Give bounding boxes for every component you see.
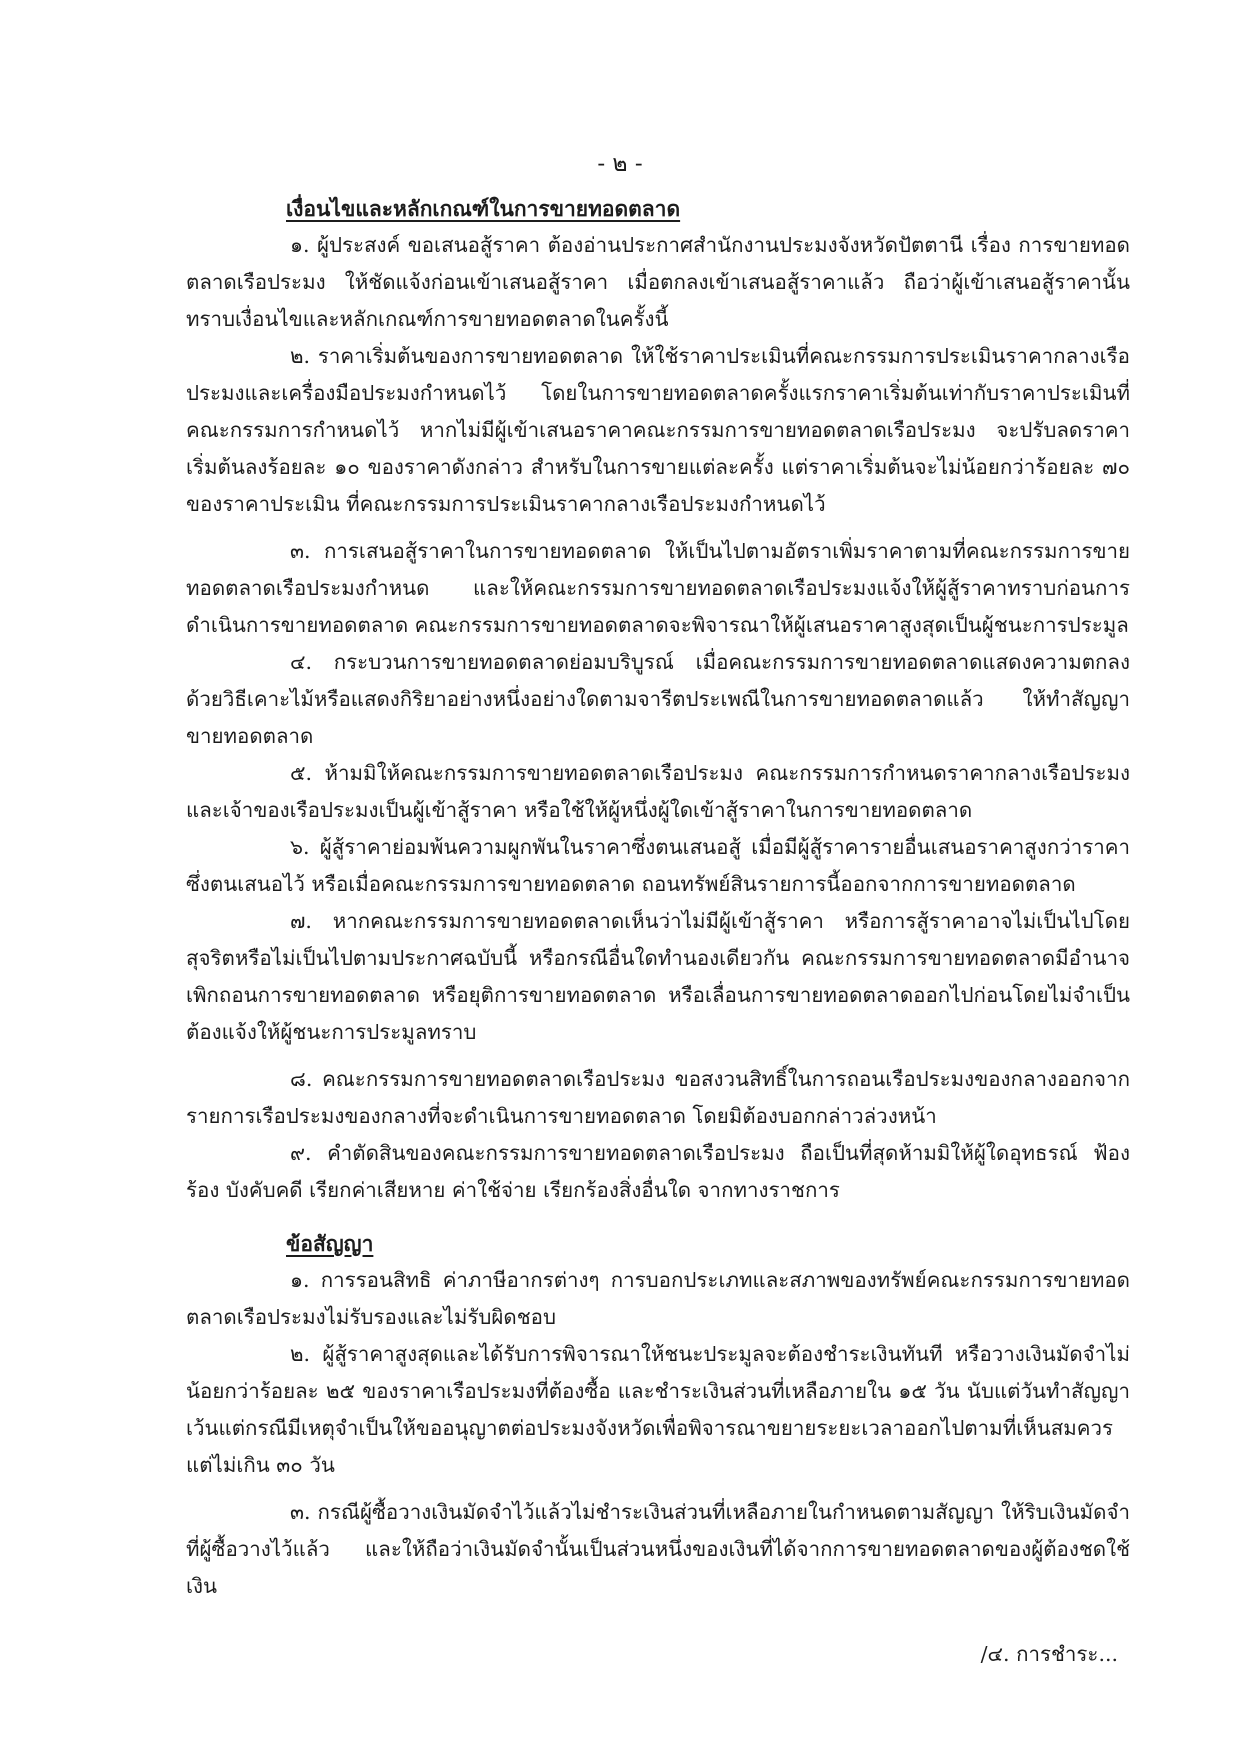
condition-item: ๓. การเสนอสู้ราคาในการขายทอดตลาด ให้เป็นไปตามอัตราเพิ่มราคาตามที่คณะกรรมการขายทอดตลาดเรือประมงกำหนด และให้คณะกรรมการขายทอดตลาดเรือประมงแจ้งให้ผู้สู้ราคาทราบก่อนการดำเนินการขายทอดตลาด คณะกรรมการขายทอดตลาดจะพิจารณาให้ผู้เสนอราคาสูงสุดเป็นผู้ชนะการประมูล xyxy=(186,539,1130,637)
contract-item: ๓. กรณีผู้ซื้อวางเงินมัดจำไว้แล้วไม่ชำระเงินส่วนที่เหลือภายในกำหนดตามสัญญา ให้ริบเงินมัดจำที่ผู้ซื้อวางไว้แล้ว และให้ถือว่าเงินมัดจำนั้นเป็นส่วนหนึ่งของเงินที่ได้จากการขายทอดตลาดของผู้ต้องชดใช้เงิน xyxy=(186,1500,1130,1598)
condition-item: ๔. กระบวนการขายทอดตลาดย่อมบริบูรณ์ เมื่อคณะกรรมการขายทอดตลาดแสดงความตกลงด้วยวิธีเคาะไม้หรือแสดงกิริยาอย่างหนึ่งอย่างใดตามจารีตประเพณีในการขายทอดตลาดแล้ว ให้ทำสัญญาขายทอดตลาด xyxy=(186,650,1130,748)
contract-item: ๑. การรอนสิทธิ ค่าภาษีอากรต่างๆ การบอกประเภทและสภาพของทรัพย์คณะกรรมการขายทอดตลาดเรือประมงไม่รับรองและไม่รับผิดชอบ xyxy=(186,1268,1130,1329)
condition-item: ๕. ห้ามมิให้คณะกรรมการขายทอดตลาดเรือประมง คณะกรรมการกำหนดราคากลางเรือประมงและเจ้าของเรือประมงเป็นผู้เข้าสู้ราคา หรือใช้ให้ผู้หนึ่งผู้ใดเข้าสู้ราคาในการขายทอดตลาด xyxy=(186,761,1130,822)
condition-item: ๘. คณะกรรมการขายทอดตลาดเรือประมง ขอสงวนสิทธิ์ในการถอนเรือประมงของกลางออกจากรายการเรือประมงของกลางที่จะดำเนินการขายทอดตลาด โดยมิต้องบอกกล่าวล่วงหน้า xyxy=(186,1067,1130,1128)
condition-item: ๑. ผู้ประสงค์ ขอเสนอสู้ราคา ต้องอ่านประกาศสำนักงานประมงจังหวัดปัตตานี เรื่อง การขายทอดตลาดเรือประมง ให้ชัดแจ้งก่อนเข้าเสนอสู้ราคา เมื่อตกลงเข้าเสนอสู้ราคาแล้ว ถือว่าผู้เข้าเสนอสู้ราคานั้นทราบเงื่อนไขและหลักเกณฑ์การขายทอดตลาดในครั้งนี้ xyxy=(186,233,1130,331)
condition-item: ๖. ผู้สู้ราคาย่อมพ้นความผูกพันในราคาซึ่งตนเสนอสู้ เมื่อมีผู้สู้ราคารายอื่นเสนอราคาสูงกว่าราคาซึ่งตนเสนอไว้ หรือเมื่อคณะกรรมการขายทอดตลาด ถอนทรัพย์สินรายการนี้ออกจากการขายทอดตลาด xyxy=(186,835,1130,896)
section-heading-contract: ข้อสัญญา xyxy=(286,1231,374,1256)
page-number: - ๒ - xyxy=(597,151,643,177)
condition-item: ๙. คำตัดสินของคณะกรรมการขายทอดตลาดเรือประมง ถือเป็นที่สุดห้ามมิให้ผู้ใดอุทธรณ์ ฟ้องร้อง บังคับคดี เรียกค่าเสียหาย ค่าใช้จ่าย เรียกร้องสิ่งอื่นใด จากทางราชการ xyxy=(186,1141,1130,1202)
condition-item: ๒. ราคาเริ่มต้นของการขายทอดตลาด ให้ใช้ราคาประเมินที่คณะกรรมการประเมินราคากลางเรือประมงและเครื่องมือประมงกำหนดไว้ โดยในการขายทอดตลาดครั้งแรกราคาเริ่มต้นเท่ากับราคาประเมินที่คณะกรรมการกำหนดไว้ หากไม่มีผู้เข้าเสนอราคาคณะกรรมการขายทอดตลาดเรือประมง จะปรับลดราคาเริ่มต้นลงร้อยละ ๑๐ ของราคาดังกล่าว สำหรับในการขายแต่ละครั้ง แต่ราคาเริ่มต้นจะไม่น้อยกว่าร้อยละ ๗๐ ของราคาประเมิน ที่คณะกรรมการประเมินราคากลางเรือประมงกำหนดไว้ xyxy=(186,344,1130,516)
section-heading-conditions: เงื่อนไขและหลักเกณฑ์ในการขายทอดตลาด xyxy=(286,196,681,221)
continuation-note: /๔. การชำระ... xyxy=(980,1642,1118,1666)
condition-item: ๗. หากคณะกรรมการขายทอดตลาดเห็นว่าไม่มีผู้เข้าสู้ราคา หรือการสู้ราคาอาจไม่เป็นไปโดยสุจริตหรือไม่เป็นไปตามประกาศฉบับนี้ หรือกรณีอื่นใดทำนองเดียวกัน คณะกรรมการขายทอดตลาดมีอำนาจเพิกถอนการขายทอดตลาด หรือยุติการขายทอดตลาด หรือเลื่อนการขายทอดตลาดออกไปก่อนโดยไม่จำเป็นต้องแจ้งให้ผู้ชนะการประมูลทราบ xyxy=(186,909,1130,1044)
document-body xyxy=(186,190,1130,1605)
contract-item: ๒. ผู้สู้ราคาสูงสุดและได้รับการพิจารณาให้ชนะประมูลจะต้องชำระเงินทันที หรือวางเงินมัดจำไม่น้อยกว่าร้อยละ ๒๕ ของราคาเรือประมงที่ต้องซื้อ และชำระเงินส่วนที่เหลือภายใน ๑๕ วัน นับแต่วันทำสัญญา เว้นแต่กรณีมีเหตุจำเป็นให้ขออนุญาตต่อประมงจังหวัดเพื่อพิจารณาขยายระยะเวลาออกไปตามที่เห็นสมควร แต่ไม่เกิน ๓๐ วัน xyxy=(186,1342,1130,1477)
